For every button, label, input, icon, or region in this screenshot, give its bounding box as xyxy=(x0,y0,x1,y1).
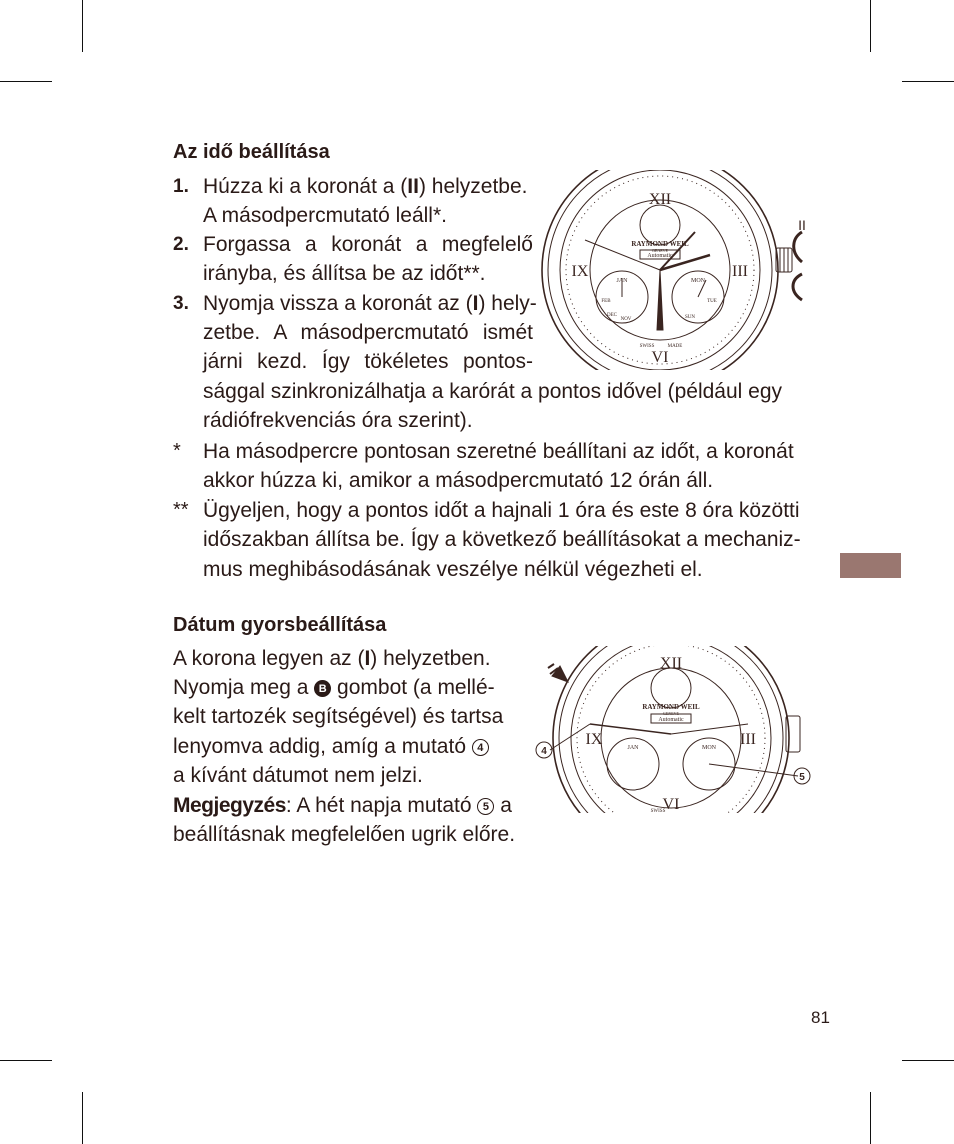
watch-movement: Automatic xyxy=(647,253,673,259)
watch-illustration-date xyxy=(528,646,828,816)
button-b-icon: B xyxy=(314,680,331,697)
numeral-ix: IX xyxy=(571,263,589,280)
numeral-iii: III xyxy=(732,263,748,280)
watch-brand: RAYMOND WEIL xyxy=(631,240,689,248)
month-mark: DEC xyxy=(607,313,617,318)
step-text: sággal szinkronizálhatja a karórát a pontos idővel (például egy xyxy=(203,380,783,403)
footnote-text: időszakban állítsa be. Így a következő beállításokat a mechaniz- xyxy=(203,528,801,551)
numeral-ix: IX xyxy=(585,731,603,748)
crop-mark xyxy=(0,81,52,82)
callout-5: 5 xyxy=(799,772,805,783)
footnote-text: Ügyeljen, hogy a pontos időt a hajnali 1 óra és este 8 óra közötti xyxy=(203,499,800,522)
month-mark: NOV xyxy=(620,317,632,322)
crop-mark xyxy=(902,1060,954,1061)
crop-mark xyxy=(82,1092,83,1144)
numeral-vi: VI xyxy=(651,349,669,366)
footnote-text: mus meghibásodásának veszélye nélkül végezheti el. xyxy=(203,558,703,581)
body-text: lenyomva addig, amíg a mutató 4 xyxy=(173,732,489,761)
note-text: beállításnak megfelelően ugrik előre. xyxy=(173,823,516,846)
step-number: 3. xyxy=(173,293,189,314)
body-text: A korona legyen az (I) helyzetben. xyxy=(173,647,491,670)
numeral-xii: XII xyxy=(648,191,672,208)
step-text: Húzza ki a koronát a (II) helyzetbe. xyxy=(203,175,528,198)
crop-mark xyxy=(870,1092,871,1144)
numeral-iii: III xyxy=(740,731,756,748)
hand-4-icon: 4 xyxy=(472,739,489,756)
month-mark: FEB xyxy=(601,299,611,304)
callout-4: 4 xyxy=(541,746,547,757)
footnote-text: akkor húzza ki, amikor a másodpercmutató 12 órán áll. xyxy=(203,469,714,492)
crown-position-label: II xyxy=(798,217,806,233)
day-label: MON xyxy=(701,745,717,751)
made-label: MADE xyxy=(667,344,683,349)
note-text: Megjegyzés: A hét napja mutató 5 a xyxy=(173,794,512,817)
crop-mark xyxy=(870,0,871,52)
body-text: kelt tartozék segítségével) és tartsa xyxy=(173,705,504,728)
month-label: JAN xyxy=(616,278,628,284)
footnote-text: Ha másodpercre pontosan szeretné beállítani az időt, a koronát xyxy=(203,440,794,463)
numeral-vi: VI xyxy=(662,796,680,813)
step-number: 1. xyxy=(173,176,189,197)
section-title-date-setting: Dátum gyorsbeállítása xyxy=(173,614,387,636)
step-text: irányba, és állítsa be az időt**. xyxy=(203,262,486,285)
step-text: Nyomja vissza a koronát az (I) hely- xyxy=(203,292,537,315)
footnote-mark: * xyxy=(173,440,181,462)
numeral-xii: XII xyxy=(659,655,683,672)
day-mark: SUN xyxy=(684,315,696,320)
chapter-tab xyxy=(840,553,901,578)
step-text: zetbe. A másodpercmutató ismét xyxy=(203,321,533,344)
day-mark: TUE xyxy=(707,299,717,304)
step-text: rádiófrekvenciás óra szerint). xyxy=(203,409,473,432)
crop-mark xyxy=(0,1060,52,1061)
body-text: a kívánt dátumot nem jelzi. xyxy=(173,764,423,787)
watch-movement: Automatic xyxy=(658,717,684,723)
footnote-mark: ** xyxy=(173,499,189,521)
month-label: JAN xyxy=(627,745,639,751)
crop-mark xyxy=(902,81,954,82)
swiss-label: SWISS xyxy=(650,809,666,814)
step-number: 2. xyxy=(173,234,189,255)
watch-city: GENEVE xyxy=(652,248,668,253)
step-text: A másodpercmutató leáll*. xyxy=(203,204,447,227)
step-text: járni kezd. Így tökéletes pontos- xyxy=(203,350,533,373)
watch-city: GENEVE xyxy=(663,711,679,716)
section-title-time-setting: Az idő beállítása xyxy=(173,141,330,163)
page-number: 81 xyxy=(811,1008,830,1027)
swiss-label: SWISS xyxy=(639,344,655,349)
crop-mark xyxy=(82,0,83,52)
hand-5-icon: 5 xyxy=(477,798,494,815)
step-text: Forgassa a koronát a megfelelő xyxy=(203,233,533,256)
day-label: MON xyxy=(690,278,706,284)
watch-brand: RAYMOND WEIL xyxy=(642,703,700,711)
watch-illustration-time xyxy=(540,170,820,375)
body-text: Nyomja meg a B gombot (a mellé- xyxy=(173,676,495,699)
